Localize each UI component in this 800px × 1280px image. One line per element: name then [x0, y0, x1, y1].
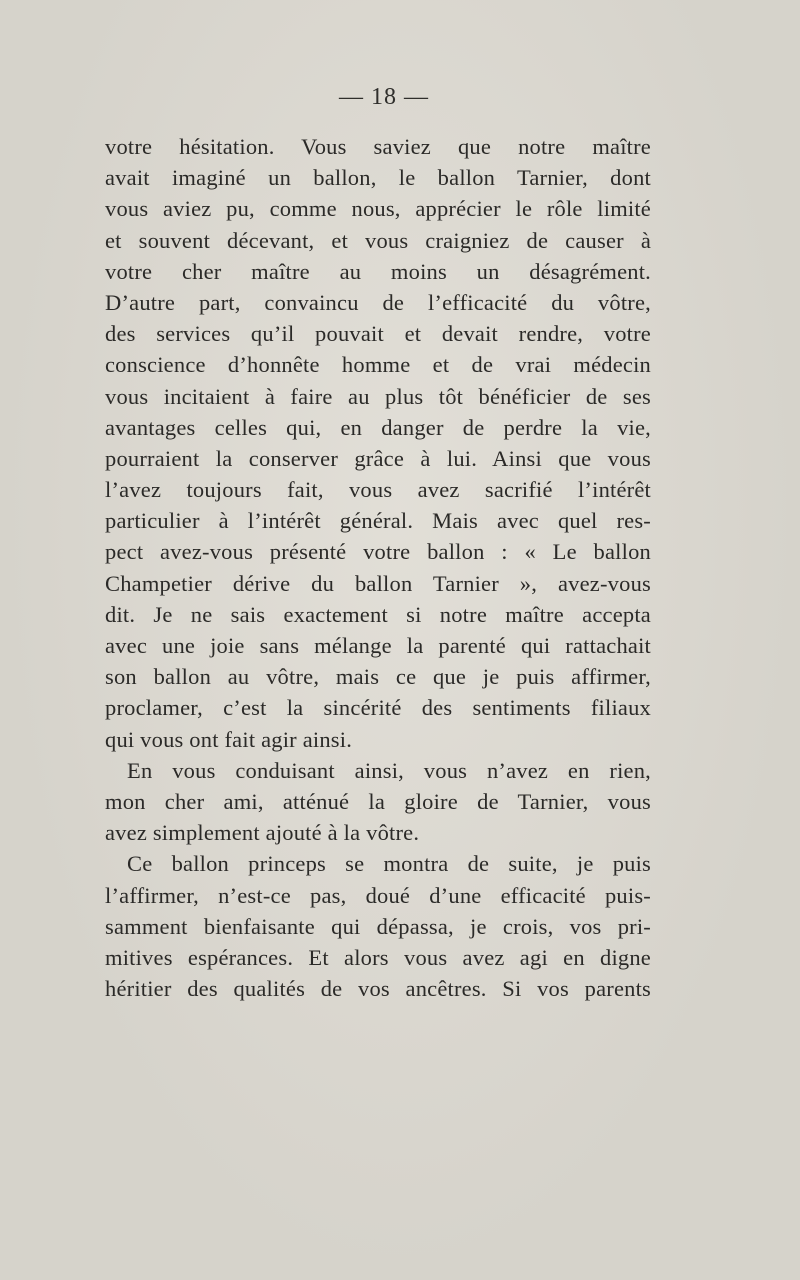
paragraph-end-line: qui vous ont fait agir ainsi. — [105, 726, 353, 752]
text-line: son ballon au vôtre, mais ce que je puis affirmer, — [105, 664, 651, 690]
text-line: D’autre part, convaincu de l’efficacité du vôtre, — [105, 289, 651, 315]
text-line: dit. Je ne sais exactement si notre maître accepta — [105, 601, 651, 627]
text-line: samment bienfaisante qui dépassa, je crois, vos pri- — [105, 913, 651, 939]
text-line: particulier à l’intérêt général. Mais avec quel res- — [105, 508, 651, 534]
paragraph-start-line: Ce ballon princeps se montra de suite, je puis — [127, 851, 651, 877]
text-line: avait imaginé un ballon, le ballon Tarnier, dont — [105, 165, 651, 191]
body-text — [105, 131, 651, 1004]
text-line: l’affirmer, n’est-ce pas, doué d’une efficacité puis- — [105, 882, 651, 908]
text-line: votre hésitation. Vous saviez que notre maître — [105, 134, 651, 159]
text-line: vous incitaient à faire au plus tôt bénéficier de ses — [105, 383, 651, 409]
paragraph-end-line: avez simplement ajouté à la vôtre. — [105, 820, 420, 846]
text-line: mon cher ami, atténué la gloire de Tarnier, vous — [105, 788, 651, 814]
text-line: conscience d’honnête homme et de vrai médecin — [105, 352, 651, 378]
text-line: proclamer, c’est la sincérité des sentiments filiaux — [105, 695, 651, 721]
text-line: et souvent décevant, et vous craigniez de causer à — [105, 227, 651, 253]
text-line: vous aviez pu, comme nous, apprécier le rôle limité — [105, 196, 651, 222]
text-line: pect avez-vous présenté votre ballon : « Le ballon — [105, 539, 651, 565]
text-line: mitives espérances. Et alors vous avez agi en digne — [105, 944, 651, 970]
text-line: des services qu’il pouvait et devait rendre, votre — [105, 321, 651, 347]
paragraph-start-line: En vous conduisant ainsi, vous n’avez en rien, — [127, 757, 651, 783]
text-line: votre cher maître au moins un désagrément. — [105, 258, 651, 284]
text-line: avantages celles qui, en danger de perdre la vie, — [105, 414, 651, 440]
text-line: héritier des qualités de vos ancêtres. Si vos parents — [105, 976, 651, 1002]
text-line: avec une joie sans mélange la parenté qui rattachait — [105, 633, 651, 658]
text-line: l’avez toujours fait, vous avez sacrifié l’intérêt — [105, 477, 651, 503]
text-line: pourraient la conserver grâce à lui. Ainsi que vous — [105, 445, 651, 471]
page-number: — 18 — — [339, 84, 429, 110]
text-line: Champetier dérive du ballon Tarnier », avez-vous — [105, 570, 651, 596]
